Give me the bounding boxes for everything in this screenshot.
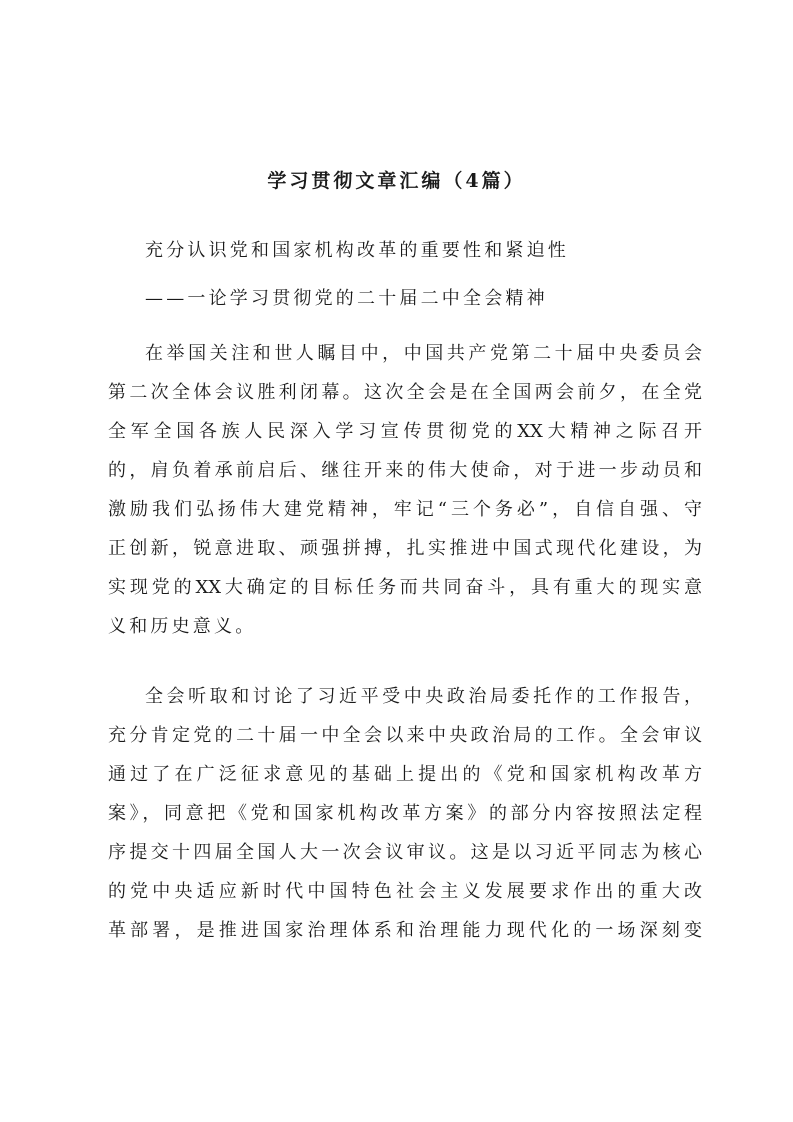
paragraph-line: 激励我们弘扬伟大建党精神，牢记“三个务必”，自信自强、守 <box>108 499 702 520</box>
paragraph-line: 正创新，锐意进取、顽强拼搏，扎实推进中国式现代化建设，为 <box>108 538 702 559</box>
paragraph-line: 实现党的XX大确定的目标任务而共同奋斗，具有重大的现实意 <box>108 577 702 598</box>
paragraph-line: 在举国关注和世人瞩目中，中国共产党第二十届中央委员会 <box>145 343 702 364</box>
document-title: 学习贯彻文章汇编（4篇） <box>267 170 526 192</box>
paragraph-line: 第二次全体会议胜利闭幕。这次全会是在全国两会前夕，在全党 <box>108 382 702 403</box>
paragraph-line: 义和历史意义。 <box>108 616 257 637</box>
paragraph-line: 充分肯定党的二十届一中全会以来中央政治局的工作。全会审议 <box>108 725 702 746</box>
paragraph-line: 通过了在广泛征求意见的基础上提出的《党和国家机构改革方 <box>108 764 702 785</box>
paragraph-line: 案》，同意把《党和国家机构改革方案》的部分内容按照法定程 <box>108 803 702 824</box>
paragraph-line: 的，肩负着承前启后、继往开来的伟大使命，对于进一步动员和 <box>108 460 702 481</box>
article-subtitle: ——一论学习贯彻党的二十届二中全会精神 <box>145 288 548 309</box>
paragraph-line: 全会听取和讨论了习近平受中央政治局委托作的工作报告， <box>145 686 702 707</box>
paragraph-line: 全军全国各族人民深入学习宣传贯彻党的XX大精神之际召开 <box>108 421 702 442</box>
paragraph-line: 的党中央适应新时代中国特色社会主义发展要求作出的重大改 <box>108 881 702 902</box>
paragraph-line: 革部署，是推进国家治理体系和治理能力现代化的一场深刻变 <box>108 920 702 941</box>
paragraph-line: 序提交十四届全国人大一次会议审议。这是以习近平同志为核心 <box>108 842 702 863</box>
article-title: 充分认识党和国家机构改革的重要性和紧迫性 <box>145 240 569 261</box>
